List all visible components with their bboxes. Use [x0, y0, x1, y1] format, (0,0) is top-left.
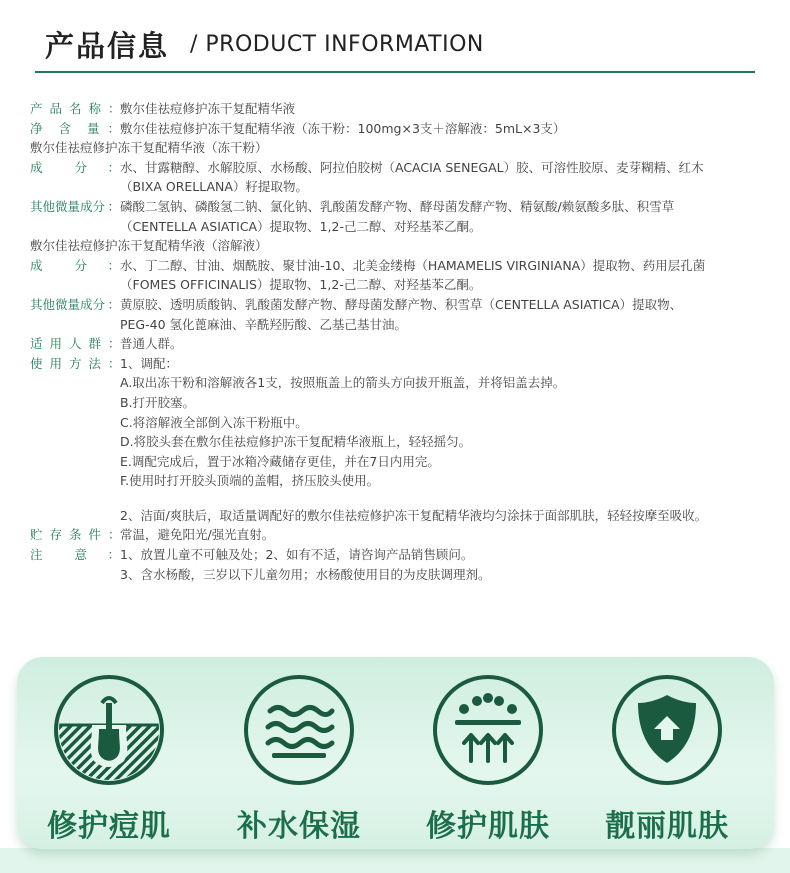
info-value: 水、甘露糖醇、水解胶原、水杨酸、阿拉伯胶树（ACACIA SENEGAL）胶、可溶性胶原、麦芽糊精、红木	[120, 159, 704, 175]
info-row-cont	[30, 471, 775, 491]
info-label: 适用人群 ：	[30, 336, 121, 352]
info-value: 3、含水杨酸，三岁以下儿童勿用；水杨酸使用目的为皮肤调理剂。	[120, 566, 491, 582]
feature-item	[577, 673, 757, 843]
info-row-powder-trace	[30, 197, 775, 217]
info-row-notes	[30, 545, 775, 565]
water-waves-icon	[242, 673, 356, 787]
info-label: 产品名称 ：	[30, 101, 121, 116]
info-value: 普通人群。	[120, 336, 183, 352]
powder-title: 敷尔佳祛痘修护冻干复配精华液（冻干粉）	[30, 140, 268, 156]
info-row-cont	[30, 452, 775, 472]
info-row-cont	[30, 432, 775, 452]
info-label: 注 意 ：	[30, 547, 120, 563]
info-label: 净 含 量 ：	[30, 120, 120, 136]
info-row-cont	[30, 217, 775, 237]
info-row-net	[30, 119, 775, 139]
info-label: 其他微量成分 ：	[30, 296, 120, 312]
info-row-users	[30, 334, 775, 354]
usage-step: 2、洁面/爽肤后，取适量调配好的敷尔佳祛痘修护冻干复配精华液均匀涂抹于面部肌肤，轻轻按摩至吸收。	[120, 507, 708, 523]
info-row-storage	[30, 525, 775, 545]
info-row-usage	[30, 354, 775, 374]
solution-title: 敷尔佳祛痘修护冻干复配精华液（溶解液）	[30, 238, 268, 254]
usage-step: B.打开胶塞。	[120, 394, 196, 410]
bottom-strip	[0, 848, 790, 873]
header-title-en: / PRODUCT INFORMATION	[190, 32, 484, 57]
info-value: 1、调配：	[120, 355, 178, 371]
usage-step: E.调配完成后，置于冰箱冷藏储存更佳，并在7日内用完。	[120, 453, 440, 469]
info-row-cont	[30, 565, 775, 585]
info-row-cont	[30, 315, 775, 335]
info-value: 敷尔佳祛痘修护冻干复配精华液	[120, 101, 296, 116]
info-value: （BIXA ORELLANA）籽提取物。	[120, 179, 308, 195]
info-row-solution-trace	[30, 295, 775, 315]
info-value: 常温，避免阳光/强光直射。	[120, 527, 275, 543]
info-value: （FOMES OFFICINALIS）提取物、1,2-己二醇、对羟基苯乙酮。	[120, 277, 482, 293]
info-row-cont	[30, 177, 775, 197]
usage-step: A.取出冻干粉和溶解液各1支，按照瓶盖上的箭头方向拔开瓶盖，并将铝盖去掉。	[120, 375, 566, 391]
info-label: 贮存条件 ：	[30, 527, 121, 543]
usage-step: F.使用时打开胶头顶端的盖帽，挤压胶头使用。	[120, 473, 380, 489]
info-label: 成 分 ：	[30, 257, 120, 273]
info-row-name	[30, 99, 775, 119]
feature-panel	[17, 657, 774, 849]
info-row-powder-ingredients	[30, 158, 775, 178]
product-info-list	[30, 99, 775, 584]
info-value: （CENTELLA ASIATICA）提取物、1,2-己二醇、对羟基苯乙酮。	[120, 218, 482, 234]
info-value: 磷酸二氢钠、磷酸氢二钠、氯化钠、乳酸菌发酵产物、酵母菌发酵产物、精氨酸/赖氨酸多肽、积雪草	[120, 198, 675, 214]
shield-arrow-icon	[610, 673, 724, 787]
info-value: 黄原胶、透明质酸钠、乳酸菌发酵产物、酵母菌发酵产物、积雪草（CENTELLA ASIATICA）提取物、	[120, 296, 683, 312]
info-label: 成 分 ：	[30, 159, 120, 175]
info-value: 1、放置儿童不可触及处；2、如有不适，请咨询产品销售顾问。	[120, 547, 474, 563]
skin-layers-icon	[52, 673, 166, 787]
feature-label: 修护痘肌	[47, 809, 171, 844]
usage-step: C.将溶解液全部倒入冻干粉瓶中。	[120, 414, 308, 430]
repair-arrows-icon	[431, 673, 545, 787]
feature-label: 补水保湿	[237, 809, 361, 844]
info-row-solution-ingredients	[30, 256, 775, 276]
info-row-cont	[30, 506, 775, 526]
header-title-cn: 产品信息	[45, 29, 170, 63]
feature-item	[398, 673, 578, 843]
info-row-cont	[30, 373, 775, 393]
feature-label: 靓丽肌肤	[605, 809, 729, 844]
info-value: 水、丁二醇、甘油、烟酰胺、聚甘油-10、北美金缕梅（HAMAMELIS VIRGINIANA）提取物、药用层孔菌	[120, 257, 706, 273]
info-row-cont	[30, 393, 775, 413]
info-row-cont	[30, 275, 775, 295]
info-label: 其他微量成分 ：	[30, 198, 120, 214]
info-label: 使用方法 ：	[30, 355, 121, 371]
section-header	[35, 22, 755, 74]
info-value: 敷尔佳祛痘修护冻干复配精华液（冻干粉：100mg×3支＋溶解液：5mL×3支）	[120, 120, 566, 136]
usage-step: D.将胶头套在敷尔佳祛痘修护冻干复配精华液瓶上，轻轻摇匀。	[120, 434, 472, 450]
feature-item	[209, 673, 389, 843]
info-row-cont	[30, 413, 775, 433]
feature-item	[19, 673, 199, 843]
info-value: PEG-40 氢化蓖麻油、辛酰羟肟酸、乙基己基甘油。	[120, 316, 408, 332]
header-divider	[35, 71, 755, 73]
feature-label: 修护肌肤	[426, 809, 550, 844]
